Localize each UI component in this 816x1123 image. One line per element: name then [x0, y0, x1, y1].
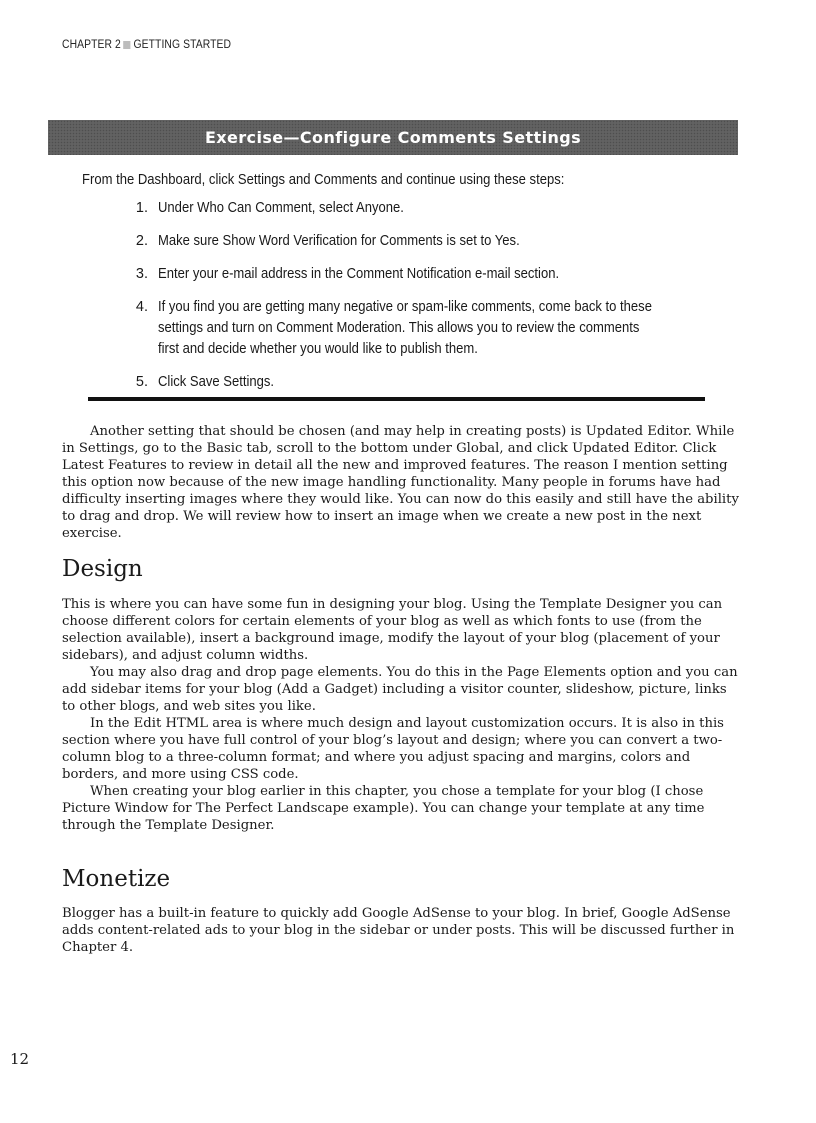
- step-number: 1.: [135, 200, 148, 216]
- monetize-section: [62, 905, 742, 956]
- exercise-steps: [82, 198, 732, 393]
- design-paragraph: In the Edit HTML area is where much design and layout customization occurs. It is also in this section where you have full control of your blog’s layout and design; where you can convert a two-column blog to a three-column format; and where you adjust spacing and margins, colors and borders, and more using CSS code.: [62, 716, 724, 782]
- chapter-label: CHAPTER 2: [62, 39, 121, 51]
- step-text: If you find you are getting many negative or spam-like comments, come back to these settings and turn on Comment Moderation. This allows you to review the comments first and decide whether you would like to publish them.: [158, 299, 652, 357]
- design-heading: Design: [62, 556, 143, 582]
- monetize-paragraph: Blogger has a built-in feature to quickly add Google AdSense to your blog. In brief, Google AdSense adds content-related ads to your blog in the sidebar or under posts. This will be discussed further in Chapter 4.: [62, 906, 735, 955]
- exercise-intro: From the Dashboard, click Settings and Comments and continue using these steps:: [82, 172, 565, 188]
- step-text: Click Save Settings.: [158, 374, 275, 390]
- step-text: Make sure Show Word Verification for Comments is set to Yes.: [158, 233, 520, 249]
- design-paragraph: When creating your blog earlier in this chapter, you chose a template for your blog (I chose Picture Window for The Perfect Landscape example). You can change your template at any time through the Template Designer.: [62, 784, 705, 833]
- step-item: [82, 198, 732, 219]
- step-item: [82, 297, 732, 360]
- separator-square-icon: [124, 41, 131, 49]
- step-text: Enter your e-mail address in the Comment Notification e-mail section.: [158, 266, 560, 282]
- step-item: [82, 372, 732, 393]
- exercise-end-rule: [88, 397, 705, 401]
- exercise-title: Exercise—Configure Comments Settings: [204, 128, 582, 147]
- step-number: 3.: [135, 266, 148, 282]
- chapter-title: GETTING STARTED: [133, 39, 232, 51]
- editor-paragraph: Another setting that should be chosen (and may help in creating posts) is Updated Editor. While in Settings, go to the Basic tab, scroll to the bottom under Global, and click Updated Editor. Click Latest Features to review in detail all the new and improved features. The reason I mention setting this option now because of the new image handling functionality. Many people in forums have had difficulty inserting images where they would like. You can now do this easily and still have the ability to drag and drop. We will review how to insert an image when we create a new post in the next exercise.: [62, 424, 739, 541]
- page-number: 12: [10, 1050, 30, 1068]
- monetize-heading: Monetize: [62, 866, 171, 892]
- design-section: [62, 596, 742, 834]
- exercise-banner: [48, 120, 738, 155]
- step-text: Under Who Can Comment, select Anyone.: [158, 200, 404, 216]
- running-head: [62, 39, 231, 51]
- editor-section: [62, 423, 742, 542]
- design-paragraph: You may also drag and drop page elements. You do this in the Page Elements option and you can add sidebar items for your blog (Add a Gadget) including a visitor counter, slideshow, picture, links to other blogs, and web sites you like.: [62, 665, 738, 714]
- step-number: 2.: [135, 233, 148, 249]
- step-number: 5.: [135, 374, 148, 390]
- step-number: 4.: [135, 299, 148, 315]
- exercise-body: [82, 172, 732, 405]
- step-item: [82, 231, 732, 252]
- step-item: [82, 264, 732, 285]
- design-paragraph: This is where you can have some fun in designing your blog. Using the Template Designer you can choose different colors for certain elements of your blog as well as which fonts to use (from the selection available), insert a background image, modify the layout of your blog (placement of your sidebars), and adjust column widths.: [62, 597, 723, 663]
